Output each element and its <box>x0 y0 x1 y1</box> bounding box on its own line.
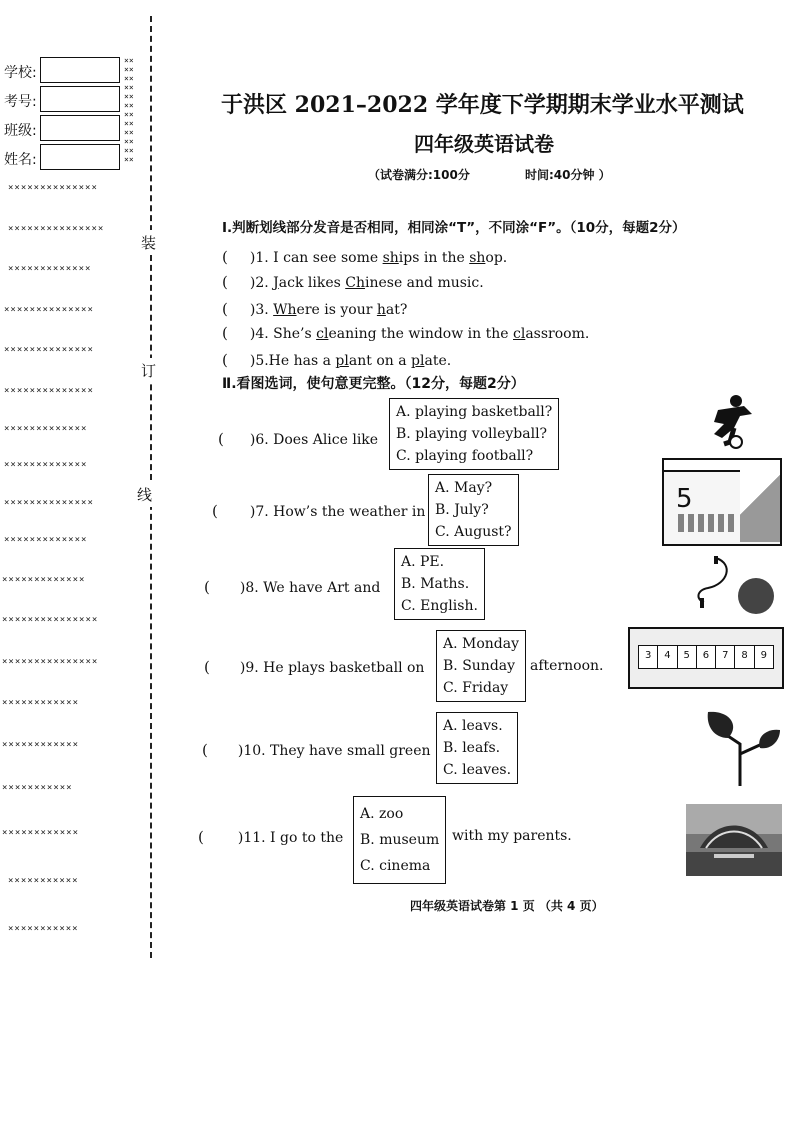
page-number: 四年级英语试卷第 1 页 （共 4 页） <box>410 899 604 913</box>
question-4: ( )4. She’s cleaning the window in the classroom. <box>222 324 590 342</box>
answer-paren[interactable]: ( <box>204 578 210 596</box>
calendar-number: 5 <box>676 484 693 514</box>
option-a[interactable]: A. zoo <box>360 806 404 822</box>
option-c[interactable]: C. leaves. <box>443 762 512 778</box>
option-b[interactable]: B. Sunday <box>443 658 516 674</box>
answer-paren[interactable]: ( <box>212 502 218 520</box>
x-row: ×××××××××××××× <box>4 386 94 396</box>
sidebar <box>0 0 160 970</box>
answer-paren[interactable]: ( <box>222 273 228 291</box>
name-field[interactable] <box>40 144 120 170</box>
question-6-options <box>389 398 559 470</box>
question-7: ( )7. How’s the weather in <box>212 502 426 520</box>
x-row: ×××××××××××××× <box>8 183 98 193</box>
x-row: ××××××××××××× <box>8 264 92 274</box>
exam-number-field[interactable] <box>40 86 120 112</box>
week-day-number: 4 <box>658 646 677 668</box>
option-c[interactable]: C. English. <box>401 598 478 614</box>
week-calendar-icon <box>628 627 784 689</box>
jump-rope-ball-icon <box>694 554 778 616</box>
question-8: ( )8. We have Art and <box>204 578 381 596</box>
x-row: ×××××××××××××× <box>4 498 94 508</box>
section-1-heading: Ⅰ.判断划线部分发音是否相同，相同涂“T”，不同涂“F”。（10分，每题2分） <box>222 220 686 236</box>
week-day-number: 3 <box>639 646 658 668</box>
week-day-number: 8 <box>735 646 754 668</box>
question-3: ( )3. Where is your hat? <box>222 300 408 318</box>
question-8-options <box>394 548 485 620</box>
week-day-number: 9 <box>760 650 768 661</box>
question-10: ( )10. They have small green <box>202 741 431 759</box>
question-9: ( )9. He plays basketball on <box>204 658 425 676</box>
time-limit: 时间:40分钟 ） <box>525 168 611 182</box>
option-c[interactable]: C. Friday <box>443 680 509 696</box>
answer-paren[interactable]: ( <box>218 430 224 448</box>
answer-paren[interactable]: ( <box>222 351 228 369</box>
section-2-heading: Ⅱ.看图选词，使句意更完整。（12分，每题2分） <box>222 376 525 392</box>
exam-subtitle: 四年级英语试卷 <box>414 132 554 156</box>
x-column: ×× ×× ×× ×× ×× ×× ×× ×× ×× ×× ×× ×× <box>124 56 134 164</box>
question-11-options <box>353 796 446 884</box>
week-day-number: 6 <box>697 646 716 668</box>
school-field[interactable] <box>40 57 120 83</box>
full-score: （试卷满分:100分 <box>368 168 470 182</box>
x-row: ×××××××××××××× <box>4 345 94 355</box>
x-row: ××××××××××××××× <box>8 224 105 234</box>
question-11: ( )11. I go to the <box>198 828 344 846</box>
question-2: ( )2. Jack likes Chinese and music. <box>222 273 484 291</box>
question-7-options <box>428 474 519 546</box>
x-row: ××××××××××××× <box>4 460 88 470</box>
x-row: ××××××××××××× <box>2 575 86 585</box>
x-row: ×××××××××××× <box>2 828 80 838</box>
option-b[interactable]: B. Maths. <box>401 576 470 592</box>
option-c[interactable]: C. cinema <box>360 858 431 874</box>
answer-paren[interactable]: ( <box>222 324 228 342</box>
x-row: ××××××××××××× <box>4 535 88 545</box>
class-label: 班级: <box>4 123 37 139</box>
school-label: 学校: <box>4 65 37 81</box>
option-c[interactable]: C. August? <box>435 524 512 540</box>
question-9-options <box>436 630 526 702</box>
x-row: ××××××××××× <box>2 783 73 793</box>
answer-paren[interactable]: ( <box>202 741 208 759</box>
x-row: ××××××××××× <box>8 876 79 886</box>
question-11-after: with my parents. <box>452 828 572 844</box>
exam-title: 于洪区 2021–2022 学年度下学期期末学业水平测试 <box>221 92 744 118</box>
answer-paren[interactable]: ( <box>198 828 204 846</box>
option-b[interactable]: B. July? <box>435 502 489 518</box>
binding-char-xian: 线 <box>137 482 152 507</box>
answer-paren[interactable]: ( <box>222 300 228 318</box>
answer-paren[interactable]: ( <box>222 248 228 266</box>
option-a[interactable]: A. Monday <box>443 636 520 652</box>
x-row: ××××××××××××××× <box>2 615 99 625</box>
binding-char-zhuang: 装 <box>141 230 156 255</box>
week-day-number: 5 <box>678 646 697 668</box>
question-5: ( )5.He has a plant on a plate. <box>222 351 452 369</box>
question-1: ( )1. I can see some ships in the shop. <box>222 248 508 266</box>
leaves-icon <box>700 704 784 788</box>
x-row: ××××××××××××××× <box>2 657 99 667</box>
week-day-number: 7 <box>716 646 735 668</box>
class-field[interactable] <box>40 115 120 141</box>
cinema-photo-icon <box>686 804 782 876</box>
football-player-icon <box>700 392 764 450</box>
name-label: 姓名: <box>4 152 37 168</box>
x-row: ××××××××××××× <box>4 424 88 434</box>
exam-number-label: 考号: <box>4 94 37 110</box>
question-6: ( )6. Does Alice like <box>218 430 379 448</box>
x-row: ×××××××××××× <box>2 740 80 750</box>
option-b[interactable]: B. leafs. <box>443 740 501 756</box>
option-b[interactable]: B. museum <box>360 832 440 848</box>
calendar-icon <box>662 458 782 546</box>
answer-paren[interactable]: ( <box>204 658 210 676</box>
option-a[interactable]: A. May? <box>435 480 493 496</box>
question-10-options <box>436 712 518 784</box>
question-9-after: afternoon. <box>530 658 604 674</box>
option-a[interactable]: A. PE. <box>401 554 445 570</box>
x-row: ×××××××××××× <box>2 698 80 708</box>
x-row: ××××××××××× <box>8 924 79 934</box>
x-row: ×××××××××××××× <box>4 305 94 315</box>
option-a[interactable]: A. leavs. <box>443 718 503 734</box>
option-c[interactable]: C. playing football? <box>396 448 534 464</box>
option-a[interactable]: A. playing basketball? <box>396 404 553 420</box>
binding-char-ding: 订 <box>141 358 156 383</box>
option-b[interactable]: B. playing volleyball? <box>396 426 548 442</box>
